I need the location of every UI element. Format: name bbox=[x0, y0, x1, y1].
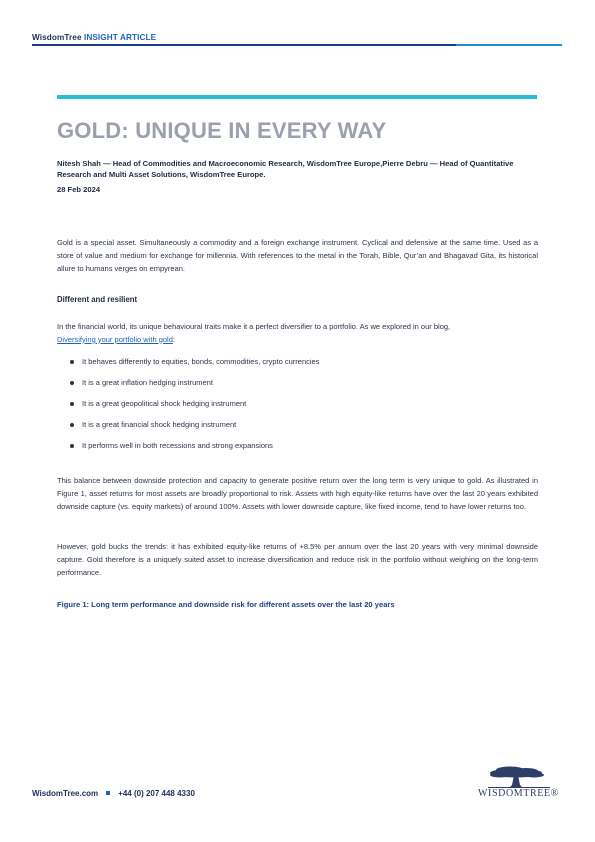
balance-paragraph: This balance between downside protection and capacity to generate positive return over the long term is very unique to gold. As illustrated in Figure 1, asset returns for most assets are broadly proportional to risk. Assets with high equity-like returns have over the last 20 years exhibited downside capture (vs. equity markets) of around 100%. Assets with lower downside capture, like fixed income, tend to have lower returns too. bbox=[57, 476, 538, 511]
bullet-text: It performs well in both recessions and strong expansions bbox=[82, 441, 273, 450]
list-item bbox=[70, 357, 319, 378]
footer-separator-icon bbox=[106, 791, 110, 795]
page-header bbox=[32, 33, 156, 42]
list-item bbox=[70, 441, 319, 462]
diversifier-paragraph bbox=[57, 321, 538, 347]
bullet-text: It is a great geopolitical shock hedging instrument bbox=[82, 399, 247, 408]
header-rule-blue bbox=[456, 44, 562, 46]
figure-caption: Figure 1: Long term performance and downside risk for different assets over the last 20 years bbox=[57, 600, 395, 609]
blog-link[interactable]: Diversifying your portfolio with gold bbox=[57, 334, 173, 344]
footer-phone: +44 (0) 207 448 4330 bbox=[118, 789, 195, 798]
list-item bbox=[70, 420, 319, 441]
logo-wordmark: WISDOMTREE® bbox=[478, 788, 559, 799]
section-heading: Different and resilient bbox=[57, 295, 138, 304]
title-accent-bar bbox=[57, 95, 537, 99]
article-title: GOLD: UNIQUE IN EVERY WAY bbox=[57, 118, 387, 143]
diversifier-text: In the financial world, its unique behavioural traits make it a perfect diversifier to a portfolio. As we explored in our blog, bbox=[57, 322, 451, 331]
bullet-dot-icon bbox=[70, 360, 74, 364]
bullet-dot-icon bbox=[70, 423, 74, 427]
bullet-text: It is a great financial shock hedging instrument bbox=[82, 420, 237, 429]
page-footer bbox=[32, 789, 195, 798]
bullet-text: It behaves differently to equities, bonds, commodities, crypto currencies bbox=[82, 357, 320, 366]
bullet-dot-icon bbox=[70, 444, 74, 448]
header-tag: INSIGHT ARTICLE bbox=[83, 33, 157, 42]
trait-bullet-list bbox=[70, 357, 319, 462]
however-paragraph: However, gold bucks the trends: it has exhibited equity-like returns of +8.5% per annum over the last 20 years with very minimal downside capture. Gold therefore is a uniquely suited asset to increase diversification and reduce risk in the portfolio without weighing on the long-term performance. bbox=[57, 542, 538, 577]
blog-link-suffix: : bbox=[172, 334, 175, 344]
intro-paragraph: Gold is a special asset. Simultaneously a commodity and a foreign exchange instrument. Cyclical and defensive at the same time. Used as a store of value and medium for exchange for millennia. With references to the metal in the Torah, Bible, Qur’an and Bhagavad Gita, its historical allure to humans verges on empyrean. bbox=[57, 238, 538, 273]
header-rule-navy bbox=[32, 44, 456, 46]
list-item bbox=[70, 399, 319, 420]
article-authors: Nitesh Shah — Head of Commodities and Macroeconomic Research, WisdomTree Europe,Pierre Debru — Head of Quantitative Research and Multi Asset Solutions, WisdomTree Europe. bbox=[57, 159, 514, 179]
list-item bbox=[70, 378, 319, 399]
bullet-text: It is a great inflation hedging instrument bbox=[82, 378, 213, 387]
bullet-dot-icon bbox=[70, 381, 74, 385]
bullet-dot-icon bbox=[70, 402, 74, 406]
header-brand: WisdomTree bbox=[32, 33, 82, 42]
footer-website[interactable]: WisdomTree.com bbox=[32, 789, 99, 798]
article-date: 28 Feb 2024 bbox=[57, 185, 101, 194]
